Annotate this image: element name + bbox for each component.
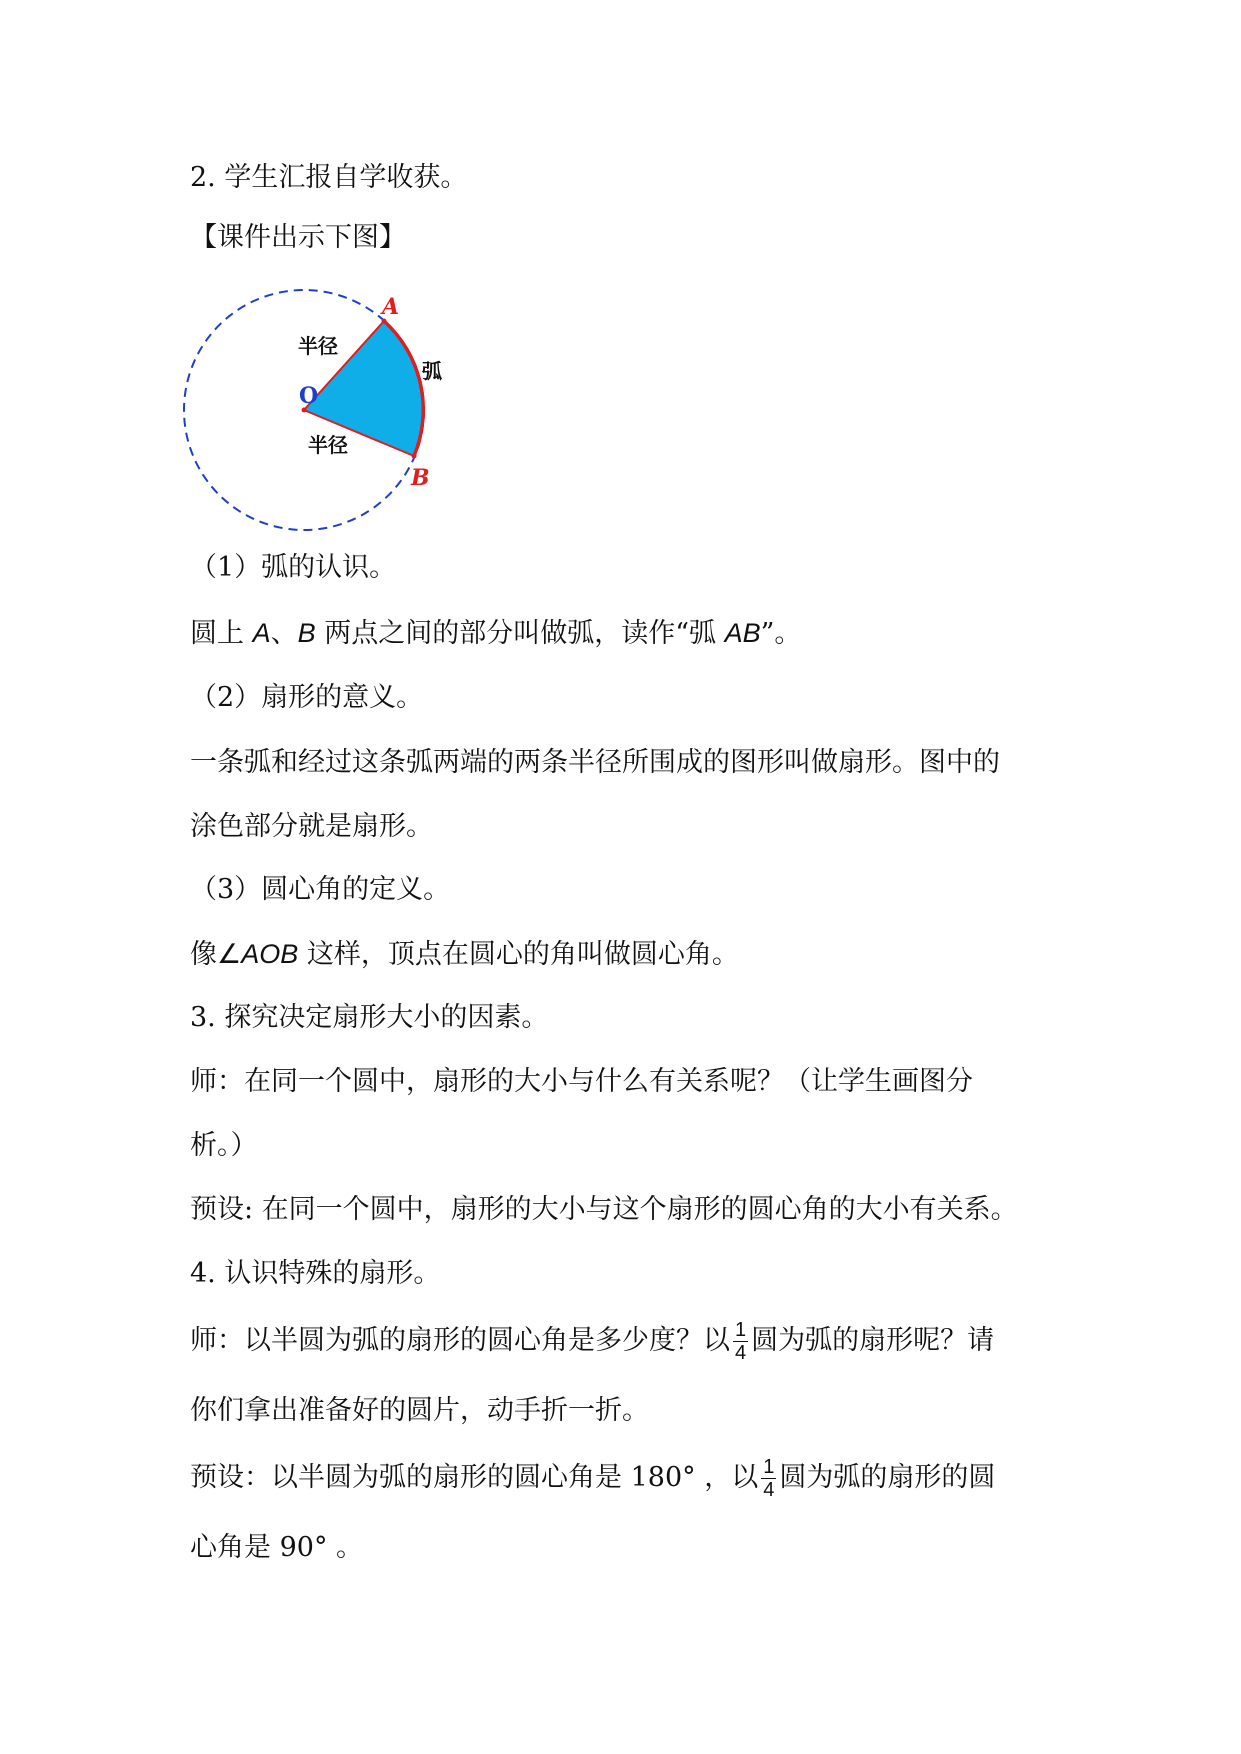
sector-definition-line-2: 涂色部分就是扇形。 [190, 811, 433, 842]
preset-answer-2-line-1 [190, 1457, 995, 1500]
question-text: 圆为弧的扇形呢？请 [751, 1325, 995, 1356]
arc-text: 、 [270, 618, 298, 649]
arc-text: 圆上 [190, 618, 253, 649]
point-a-ref: A [252, 618, 271, 648]
center-label: O [299, 383, 319, 409]
preset-answer-2-line-2: 心角是 90° 。 [190, 1532, 364, 1563]
arc-ab-ref: AB [724, 618, 761, 648]
arc-text: 两点之间的部分叫做弧，读作“弧 [315, 618, 725, 649]
sector-definition-line-1: 一条弧和经过这条弧两端的两条半径所围成的图形叫做扇形。图中的 [190, 747, 1000, 778]
fraction-one-quarter [733, 1320, 748, 1363]
fraction-numerator: 1 [735, 1319, 747, 1341]
arc-text: ”。 [760, 618, 802, 649]
point-a-label: A [382, 294, 400, 320]
preset-answer: 预设: 在同一个圆中，扇形的大小与这个扇形的圆心角的大小有关系。 [190, 1194, 1018, 1225]
fraction-denominator: 4 [735, 1342, 747, 1364]
central-angle-heading: （3）圆心角的定义。 [190, 874, 451, 905]
point-b-label: B [411, 465, 430, 491]
question-text: 师：以半圆为弧的扇形的圆心角是多少度？以 [190, 1325, 730, 1356]
central-angle-text: 像 [190, 939, 217, 970]
sector-heading: （2）扇形的意义。 [190, 682, 424, 713]
teacher-question-line-1: 师：在同一个圆中，扇形的大小与什么有关系呢？（让学生画图分 [190, 1066, 973, 1097]
section-4-heading: 4. 认识特殊的扇形。 [190, 1258, 441, 1289]
radius-bottom-label: 半径 [308, 433, 348, 457]
preset-text: 预设：以半圆为弧的扇形的圆心角是 180° ，以 [190, 1462, 759, 1493]
fraction-denominator: 4 [763, 1479, 775, 1501]
angle-aob-ref: ∠AOB [217, 939, 299, 969]
section-3-heading: 3. 探究决定扇形大小的因素。 [190, 1002, 549, 1033]
sector-diagram [182, 278, 442, 518]
central-angle-definition [190, 934, 739, 975]
preset-text: 圆为弧的扇形的圆 [779, 1462, 996, 1493]
teacher-question-line-2: 析。） [190, 1130, 258, 1161]
section-2-heading: 2. 学生汇报自学收获。 [190, 162, 468, 193]
fraction-numerator: 1 [763, 1456, 775, 1478]
central-angle-text: 这样，顶点在圆心的角叫做圆心角。 [298, 939, 739, 970]
arc-definition [190, 613, 801, 654]
teacher-question-2-line-2: 你们拿出准备好的圆片，动手折一折。 [190, 1395, 649, 1426]
radius-top-label: 半径 [298, 334, 338, 358]
courseware-note: 【课件出示下图】 [190, 222, 406, 253]
fraction-one-quarter [761, 1457, 776, 1500]
point-b-ref: B [297, 618, 316, 648]
arc-label: 弧 [422, 359, 442, 383]
point-b [412, 454, 417, 459]
arc-heading: （1）弧的认识。 [190, 552, 397, 583]
teacher-question-2-line-1 [190, 1320, 994, 1363]
